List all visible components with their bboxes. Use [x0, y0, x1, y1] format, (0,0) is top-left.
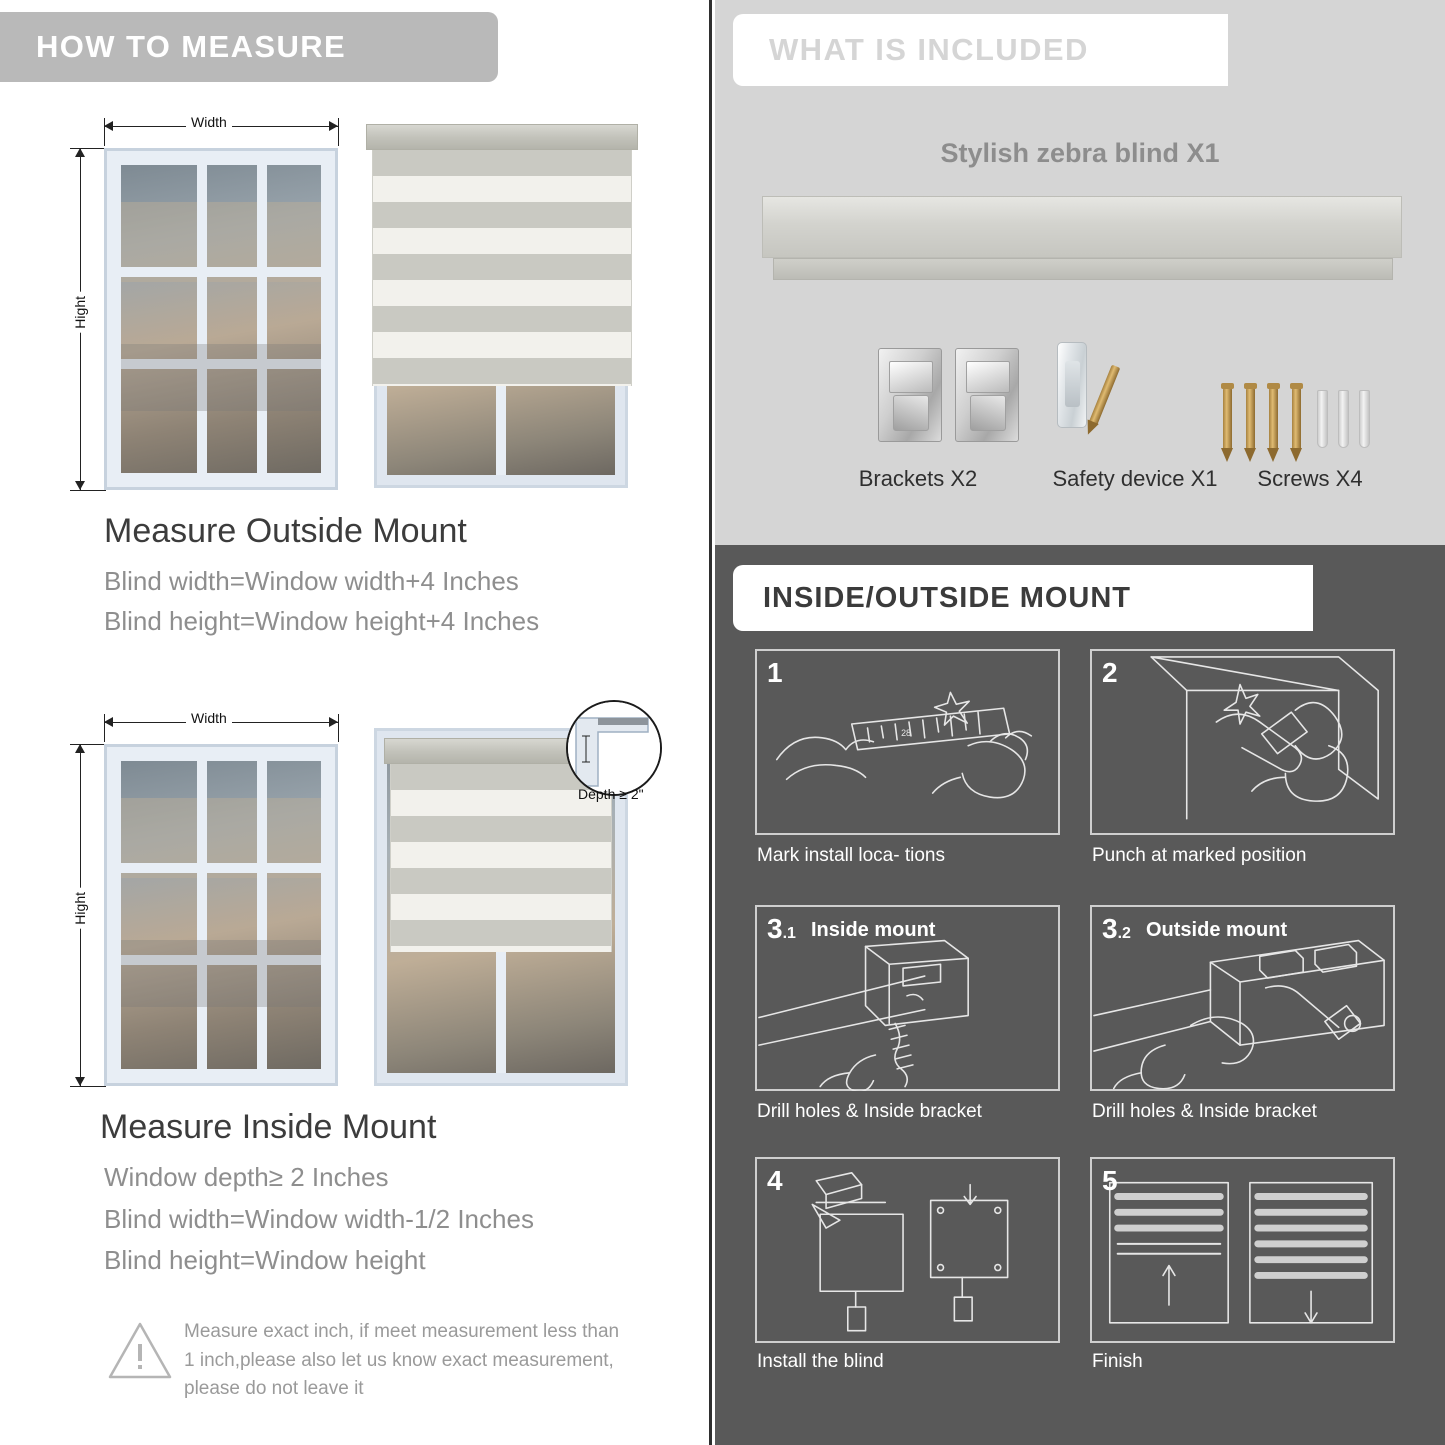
how-to-measure-title: HOW TO MEASURE [36, 29, 347, 64]
screw-3 [1269, 388, 1278, 450]
inside-width-arrow-left [104, 717, 113, 727]
inside-mount-title: Measure Inside Mount [100, 1108, 437, 1146]
inside-mount-line-2: Blind width=Window width-1/2 Inches [104, 1204, 534, 1234]
window-mullion-horizontal-2 [121, 359, 321, 369]
step-1-box [755, 649, 1060, 835]
inside-height-tick-bottom [70, 1086, 106, 1087]
outside-width-label: Width [186, 114, 232, 130]
zebra-blind-outside [366, 124, 638, 386]
step-3-2-number: 3.2 [1102, 913, 1131, 944]
outside-width-arrow-left [104, 121, 113, 131]
wall-anchor-2 [1338, 390, 1349, 448]
step-5-number: 5 [1102, 1165, 1118, 1196]
step-1-number: 1 [767, 657, 783, 688]
outside-mount-title: Measure Outside Mount [104, 512, 467, 550]
step-1-sketch [757, 651, 1058, 835]
window-view-outside [121, 165, 321, 473]
bracket-part-2 [955, 348, 1019, 442]
zebra-blind-headrail-product [762, 196, 1402, 258]
safety-device-part [1057, 342, 1087, 428]
inside-height-arrow-up [75, 744, 85, 753]
svg-text:28: 28 [901, 727, 911, 738]
step-5-box [1090, 1157, 1395, 1343]
step-2-box [1090, 649, 1395, 835]
blind-headrail-outside [366, 124, 638, 150]
step-5-sketch [1092, 1159, 1393, 1343]
screw-head-3 [1267, 383, 1280, 389]
inside-width-tick-left [104, 714, 105, 742]
how-to-measure-panel [0, 0, 712, 1445]
step-3-1-caption: Drill holes & Inside bracket [757, 1101, 982, 1122]
window-mullion-horizontal-inside [121, 863, 321, 873]
screw-head-2 [1244, 383, 1257, 389]
window-mullion-vertical [197, 165, 207, 473]
window-mullion-vertical-2 [257, 165, 267, 473]
outside-width-tick-left [104, 118, 105, 146]
zebra-blind-headrail-bottom [773, 258, 1393, 280]
inside-outside-mount-header [733, 565, 1313, 631]
how-to-measure-header [0, 12, 498, 82]
inside-outside-mount-title: INSIDE/OUTSIDE MOUNT [763, 581, 1132, 614]
main-item-label: Stylish zebra blind X1 [940, 138, 1220, 168]
outside-width-tick-right [338, 118, 339, 146]
step-3-1-box [755, 905, 1060, 1091]
step-3-1-number: 3.1 [767, 913, 796, 944]
inside-mount-line-1: Window depth≥ 2 Inches [104, 1162, 389, 1192]
screw-head-1 [1221, 383, 1234, 389]
inside-width-tick-right [338, 714, 339, 742]
warning-note [106, 1318, 626, 1418]
bracket-part-1 [878, 348, 942, 442]
window-view-inside [121, 761, 321, 1069]
safety-device-caption: Safety device X1 [1052, 466, 1218, 491]
window-mullion-horizontal [121, 267, 321, 277]
brackets-caption: Brackets X2 [858, 466, 978, 491]
safety-device-screw [1089, 365, 1121, 426]
window-illustration-outside [104, 148, 338, 490]
depth-label: Depth ≥ 2" [578, 786, 644, 802]
step-3-2-caption: Drill holes & Inside bracket [1092, 1101, 1317, 1122]
window-mullion-vertical-inside-2 [257, 761, 267, 1069]
step-2-number: 2 [1102, 657, 1118, 688]
step-4-caption: Install the blind [757, 1351, 884, 1372]
inside-mount-line-3: Blind height=Window height [104, 1245, 426, 1275]
outside-mount-line-2: Blind height=Window height+4 Inches [104, 606, 540, 636]
step-3-1-subtitle: Inside mount [811, 919, 936, 941]
what-is-included-title: WHAT IS INCLUDED [769, 32, 1089, 67]
wall-anchor-3 [1359, 390, 1370, 448]
screw-2 [1246, 388, 1255, 450]
step-4-sketch [757, 1159, 1058, 1343]
inside-height-label: Hight [72, 888, 88, 929]
outside-height-arrow-up [75, 148, 85, 157]
inside-width-label: Width [186, 710, 232, 726]
step-4-box [755, 1157, 1060, 1343]
screws-caption: Screws X4 [1257, 466, 1363, 491]
window-mullion-vertical-inside [197, 761, 207, 1069]
step-1-caption: Mark install loca- tions [757, 845, 945, 866]
screw-4 [1292, 388, 1301, 450]
inside-width-arrow-right [329, 717, 338, 727]
outside-height-tick-top [70, 148, 106, 149]
step-2-caption: Punch at marked position [1092, 845, 1307, 866]
step-4-number: 4 [767, 1165, 783, 1196]
inside-height-tick-top [70, 744, 106, 745]
warning-text: Measure exact inch, if meet measurement less than 1 inch,please also let us know exact measurement, please do not leave it [184, 1321, 620, 1399]
step-3-2-subtitle: Outside mount [1146, 919, 1288, 941]
inside-height-arrow-down [75, 1077, 85, 1086]
right-column [715, 0, 1445, 1445]
outside-mount-line-1: Blind width=Window width+4 Inches [104, 566, 519, 596]
depth-detail-sketch [568, 702, 660, 794]
screw-head-4 [1290, 383, 1303, 389]
outside-height-label: Hight [72, 292, 88, 333]
step-2-sketch [1092, 651, 1393, 835]
step-3-2-box [1090, 905, 1395, 1091]
what-is-included-panel [715, 0, 1445, 545]
outside-width-arrow-right [329, 121, 338, 131]
outside-height-arrow-down [75, 481, 85, 490]
inside-outside-mount-panel [715, 545, 1445, 1445]
step-5-caption: Finish [1092, 1351, 1143, 1372]
blind-fabric-outside [372, 150, 632, 386]
depth-detail-circle [566, 700, 662, 796]
screw-1 [1223, 388, 1232, 450]
window-illustration-inside [104, 744, 338, 1086]
window-mullion-horizontal-inside-2 [121, 955, 321, 965]
wall-anchor-1 [1317, 390, 1328, 448]
outside-height-tick-bottom [70, 490, 106, 491]
warning-icon [106, 1320, 174, 1382]
what-is-included-header [733, 14, 1228, 86]
